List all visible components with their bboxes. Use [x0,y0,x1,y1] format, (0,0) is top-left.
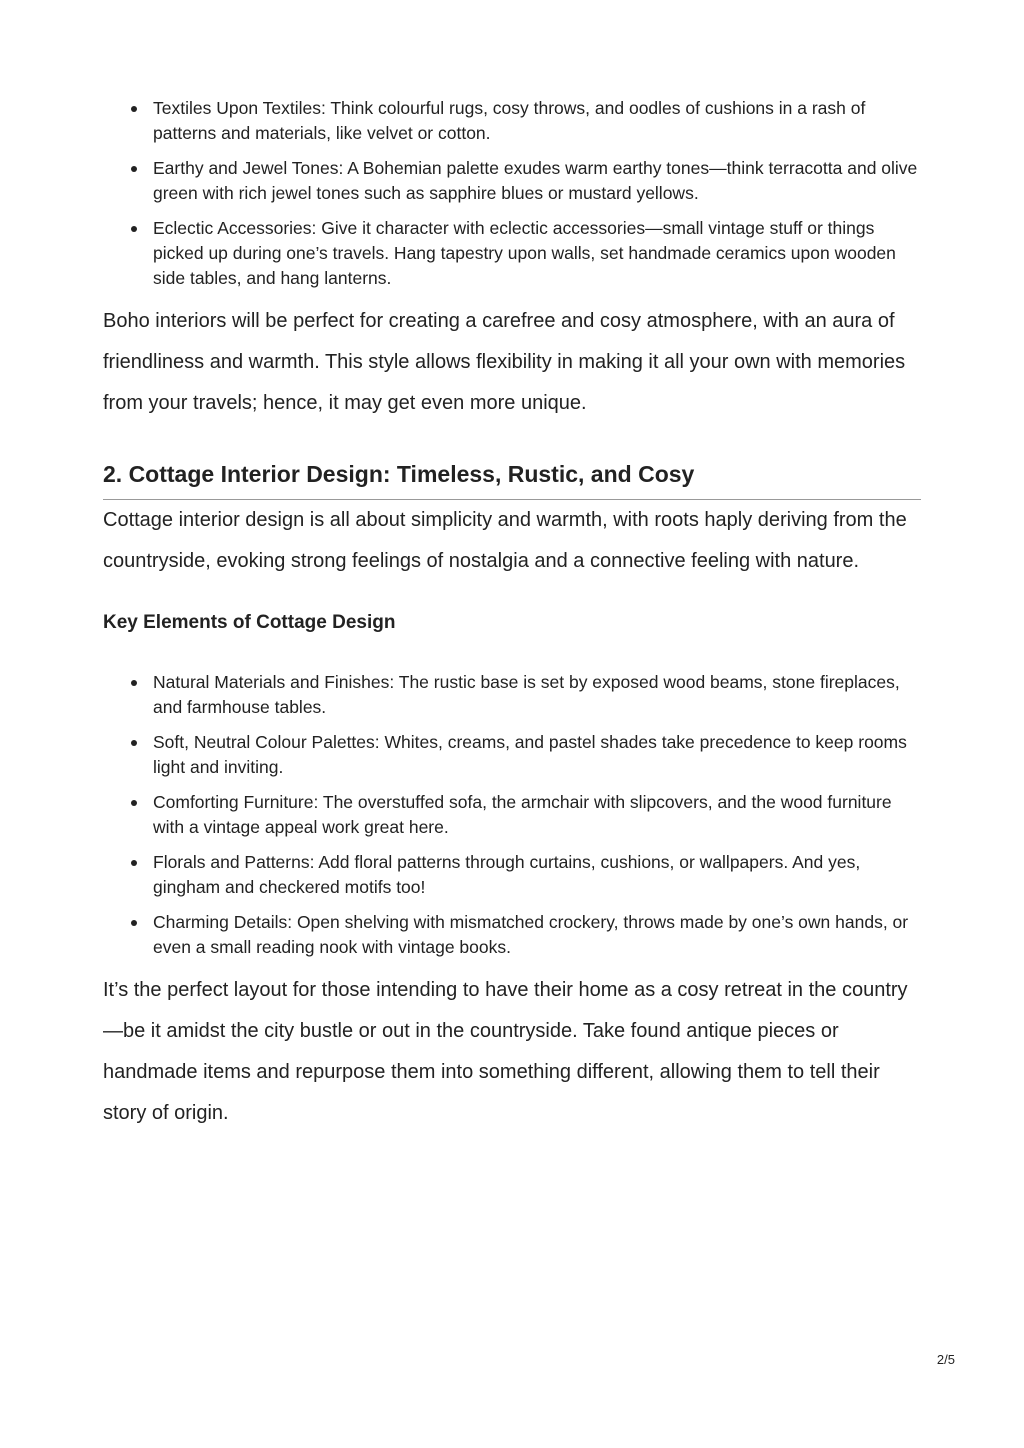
list-item: Earthy and Jewel Tones: A Bohemian palette exudes warm earthy tones—think terracotta and olive green with rich jewel tones such as sapphire blues or mustard yellows. [153,156,921,206]
list-item: Charming Details: Open shelving with mismatched crockery, throws made by one’s own hands, or even a small reading nook with vintage books. [153,910,921,960]
section-heading-cottage: 2. Cottage Interior Design: Timeless, Rustic, and Cosy [103,459,921,500]
list-item: Soft, Neutral Colour Palettes: Whites, creams, and pastel shades take precedence to keep rooms light and inviting. [153,730,921,780]
page-number: 2/5 [936,1352,955,1367]
list-item: Textiles Upon Textiles: Think colourful rugs, cosy throws, and oodles of cushions in a rash of patterns and materials, like velvet or cotton. [153,96,921,146]
document-page [103,96,921,1134]
cottage-subheading: Key Elements of Cottage Design [103,612,396,633]
list-item: Natural Materials and Finishes: The rustic base is set by exposed wood beams, stone fireplaces, and farmhouse tables. [153,670,921,720]
cottage-intro-paragraph: Cottage interior design is all about simplicity and warmth, with roots haply deriving from the countryside, evoking strong feelings of nostalgia and a connective feeling with nature. [103,509,907,572]
boho-summary-paragraph: Boho interiors will be perfect for creating a carefree and cosy atmosphere, with an aura of friendliness and warmth. This style allows flexibility in making it all your own with memories from your travels; hence, it may get even more unique. [103,310,906,414]
boho-elements-list [103,96,921,291]
cottage-elements-list [103,670,921,960]
list-item: Florals and Patterns: Add floral patterns through curtains, cushions, or wallpapers. And yes, gingham and checkered motifs too! [153,850,921,900]
list-item: Eclectic Accessories: Give it character with eclectic accessories—small vintage stuff or things picked up during one’s travels. Hang tapestry upon walls, set handmade ceramics upon wooden side tables, and hang lanterns. [153,216,921,291]
cottage-closing-paragraph: It’s the perfect layout for those intending to have their home as a cosy retreat in the country—be it amidst the city bustle or out in the countryside. Take found antique pieces or handmade items and repurpose them into something different, allowing them to tell their story of origin. [103,979,908,1124]
list-item: Comforting Furniture: The overstuffed sofa, the armchair with slipcovers, and the wood furniture with a vintage appeal work great here. [153,790,921,840]
